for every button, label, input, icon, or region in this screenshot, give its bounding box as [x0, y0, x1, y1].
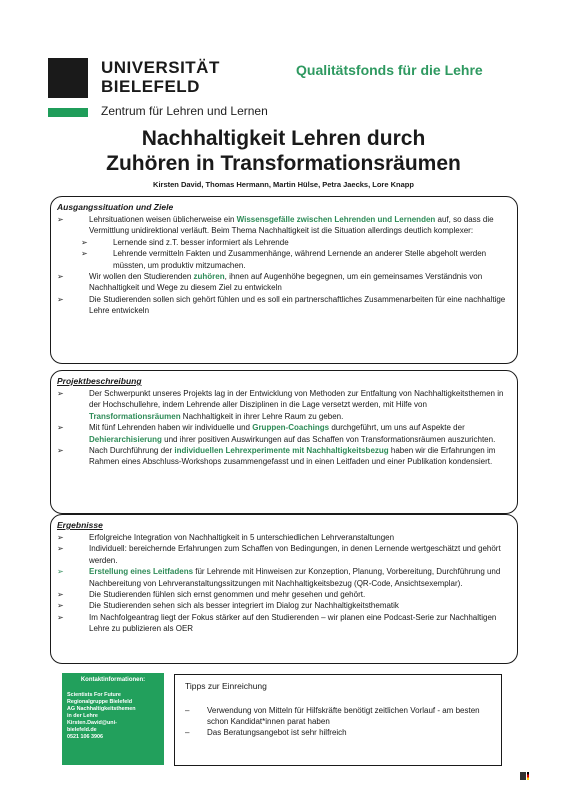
item-text: auf, so dass die Vermittlung unidirektional verläuft. Beim Thema Nachhaltigkeit ist die Situation allerdings deutlich komplexer:	[89, 215, 494, 236]
list-item	[57, 237, 509, 248]
arrow-bullet-icon: ➢	[57, 215, 64, 224]
list-item	[57, 600, 509, 611]
contact-line: Regionalgruppe Bielefeld	[67, 699, 132, 705]
contact-line: in der Lehre	[67, 713, 98, 719]
list-item	[57, 294, 509, 317]
arrow-bullet-icon: ➢	[57, 389, 64, 398]
arrow-bullet-icon: ➢	[57, 533, 64, 542]
arrow-bullet-icon: ➢	[81, 237, 88, 247]
item-text: Die Studierenden sehen sich als besser integriert im Dialog zur Nachhaltigkeitsthematik	[89, 601, 399, 611]
contact-line: AG Nachhaltigkeitsthemen	[67, 706, 136, 712]
contact-title: Kontaktinformationen:	[80, 677, 146, 683]
arrow-bullet-icon: ➢	[57, 446, 64, 456]
highlight-text: Erstellung eines Leitfadens	[89, 567, 194, 577]
university-name: UNIVERSITÄT BIELEFELD	[101, 58, 220, 96]
list-item	[57, 422, 509, 445]
highlight-text: Transformationsräumen	[89, 411, 181, 421]
item-list	[57, 388, 509, 468]
tip-item	[185, 727, 491, 738]
list-item	[57, 543, 509, 566]
list-item	[57, 445, 509, 468]
authors: Kirsten David, Thomas Hermann, Martin Hülse, Petra Jaecks, Lore Knapp	[153, 180, 414, 189]
ergebnisse-section	[50, 514, 518, 664]
list-item	[57, 566, 509, 589]
arrow-bullet-icon: ➢	[57, 590, 64, 600]
item-text: Lehrsituationen weisen üblicherweise ein	[89, 215, 237, 224]
contact-line: Kirsten.David@uni-	[67, 720, 117, 726]
item-text: und ihrer positiven Auswirkungen auf das Schaffen von Transformationsräumen auszurichten.	[161, 434, 496, 444]
zentrum-label: Zentrum für Lehren und Lernen	[101, 104, 268, 118]
item-text: Die Studierenden sollen sich gehört fühlen und es soll ein partnerschaftliches Zusammenarbeiten für eine nachhaltige Lehre entwickeln	[89, 294, 506, 316]
item-text: für Lehrende mit Hinweisen zur Konzeption, Planung, Vorbereitung, Durchführung und Nachbereitung von Lehrveranstaltungssitzungen mit Nachhaltigkeitsbezug (QR-Code, Ansichtsexemplar).	[89, 567, 501, 588]
arrow-bullet-icon: ➢	[57, 601, 64, 611]
tips-list	[185, 705, 491, 738]
poster-title: Nachhaltigkeit Lehren durch Zuhören in Transformationsräumen	[106, 127, 461, 175]
item-text: Mit fünf Lehrenden haben wir individuelle und	[89, 423, 253, 433]
list-item	[57, 248, 509, 271]
highlight-text: Gruppen-Coachings	[252, 423, 330, 433]
contact-box	[62, 673, 164, 765]
item-text: Lehrende vermitteln Fakten und Zusammenhänge, während Lernende an anderer Stelle abgeholt werden müssten, um produktiv mitzumachen.	[113, 249, 487, 270]
list-item	[57, 612, 509, 635]
projektbeschreibung-section	[50, 370, 518, 514]
tip-text: Das Beratungsangebot ist sehr hilfreich	[207, 728, 347, 737]
highlight-text: Dehierarchisierung	[89, 434, 162, 444]
tip-item	[185, 705, 491, 727]
arrow-bullet-icon: ➢	[57, 294, 64, 304]
flag-stripes-icon	[527, 772, 529, 780]
item-text: Nach Durchführung der	[89, 446, 175, 456]
item-text: Im Nachfolgeantrag liegt der Fokus stärker auf den Studierenden – wir planen eine Podcast-Serie zur Nachhaltigen Lehre zu publizieren als OER	[89, 612, 497, 634]
highlight-text: individuellen Lehrexperimente mit Nachhaltigkeitsbezug	[174, 446, 389, 456]
dash-icon: –	[185, 728, 190, 737]
qualitaetsfonds-label: Qualitätsfonds für die Lehre	[296, 62, 483, 78]
item-text: Individuell: bereichernde Erfahrungen zum Schaffen von Bedingungen, in denen Lernende wertgeschätzt und gehört werden.	[89, 544, 501, 565]
list-item	[57, 214, 509, 237]
item-text: Der Schwerpunkt unseres Projekts lag in der Entwicklung von Methoden zur Entfaltung von Nachhaltigkeitsthemen in der Hochschullehre, indem Lehrende aller Disziplinen in die Lage versetzt werden, mit Hilfe von	[89, 389, 504, 410]
list-item	[57, 589, 509, 600]
arrow-bullet-icon: ➢	[81, 249, 88, 259]
section-title: Ausgangssituation und Ziele	[57, 202, 174, 212]
arrow-bullet-icon: ➢	[57, 544, 64, 554]
item-text: Nachhaltigkeit in ihrer Lehre Raum zu geben.	[180, 411, 344, 421]
arrow-bullet-icon: ➢	[57, 272, 64, 282]
item-list	[57, 214, 509, 317]
item-text: haben wir die Erfahrungen im Rahmen eines Abschluss-Workshops zusammengefasst und in einen Leitfaden und einer Publikation kondensiert.	[89, 446, 496, 467]
item-text: Wir wollen den Studierenden	[89, 272, 194, 282]
item-list	[57, 532, 509, 635]
list-item	[57, 388, 509, 422]
list-item	[57, 271, 509, 294]
eagle-icon	[520, 772, 526, 780]
list-item	[57, 532, 509, 543]
arrow-bullet-icon: ➢	[57, 567, 64, 577]
highlight-text: zuhören	[193, 272, 225, 282]
tip-text: Verwendung von Mitteln für Hilfskräfte benötigt zeitlichen Vorlauf - am besten schon Kandidat*innen parat haben	[207, 706, 480, 726]
ausgangssituation-section	[50, 196, 518, 364]
item-text: Lernende sind z.T. besser informiert als Lehrende	[113, 237, 289, 247]
item-text: durchgeführt, um uns auf Aspekte der	[329, 423, 465, 433]
ministry-logo-icon	[520, 770, 556, 794]
highlight-text: Wissensgefälle zwischen Lehrenden und Lernenden	[236, 215, 436, 224]
arrow-bullet-icon: ➢	[57, 423, 64, 433]
contact-line: 0521 106 3906	[67, 734, 103, 740]
contact-line: Scientists For Future	[67, 692, 121, 698]
dash-icon: –	[185, 706, 190, 715]
item-text: Erfolgreiche Integration von Nachhaltigkeit in 5 unterschiedlichen Lehrveranstaltungen	[89, 533, 395, 542]
section-title: Projektbeschreibung	[57, 376, 142, 386]
contact-line: bielefeld.de	[67, 727, 97, 733]
item-text: , ihnen auf Augenhöhe begegnen, um ein gemeinsames Verständnis von Nachhaltigkeit und Wege zu diesem Ziel zu entwickeln	[89, 272, 483, 293]
university-logo-icon	[48, 58, 88, 98]
contact-lines	[67, 692, 159, 741]
item-text: Die Studierenden fühlen sich ernst genommen und mehr gesehen und gehört.	[89, 590, 366, 600]
green-accent-bar	[48, 108, 88, 117]
tips-box	[174, 674, 502, 766]
tips-title: Tipps zur Einreichung	[185, 681, 267, 691]
arrow-bullet-icon: ➢	[57, 612, 64, 622]
section-title: Ergebnisse	[57, 520, 103, 530]
